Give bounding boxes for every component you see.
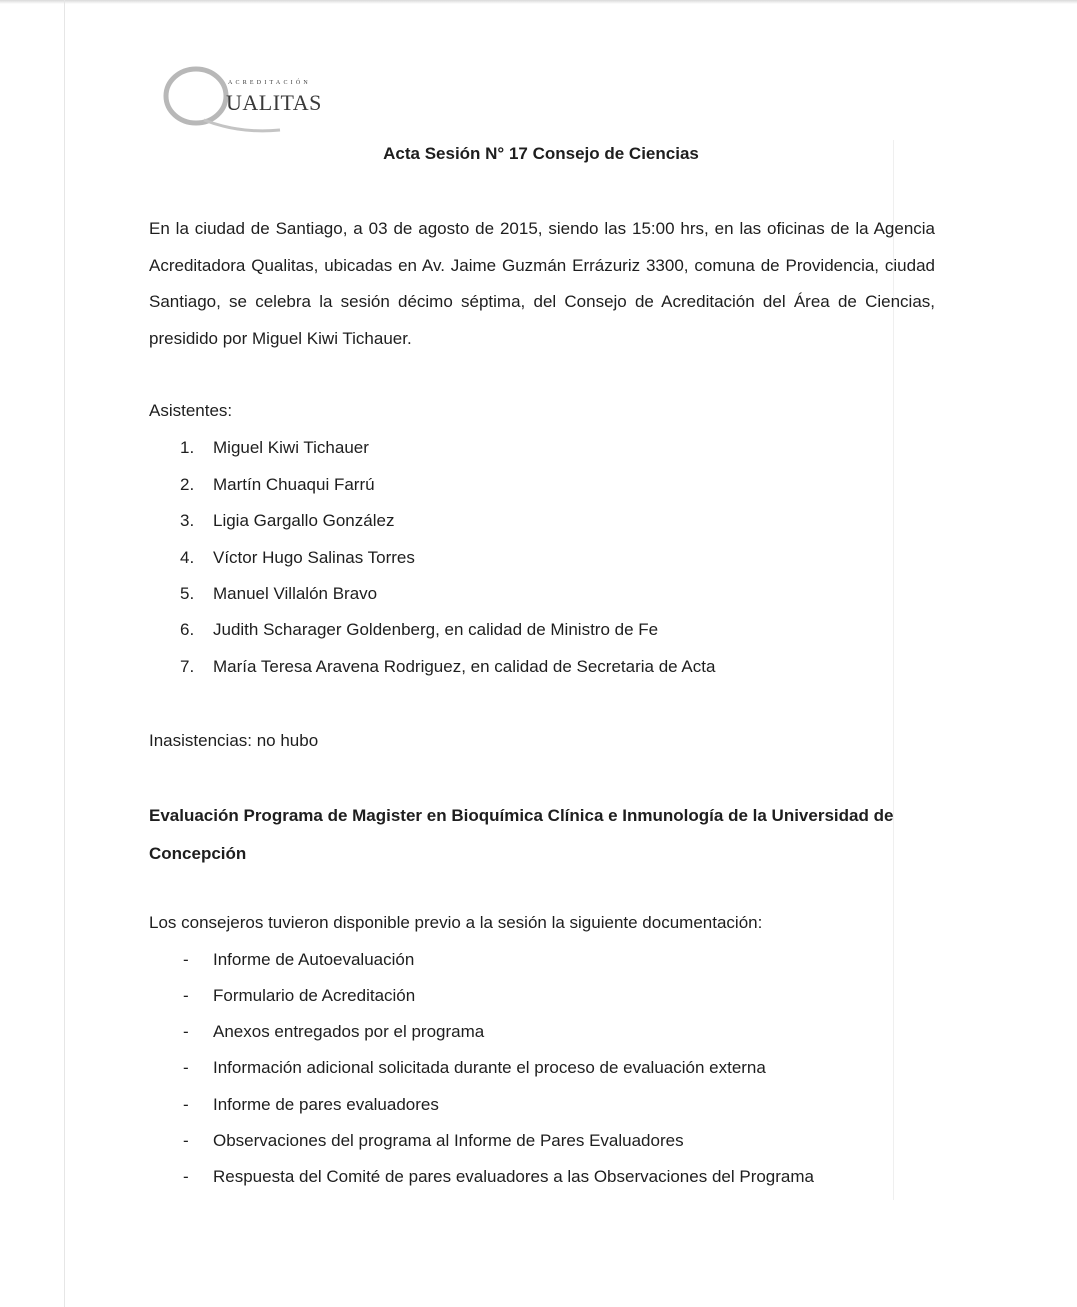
list-item-text: Respuesta del Comité de pares evaluadores a las Observaciones del Programa (213, 1167, 814, 1186)
qualitas-logo (160, 64, 340, 134)
scan-edge-left (64, 0, 65, 1307)
list-item-text: Información adicional solicitada durante el proceso de evaluación externa (213, 1058, 766, 1077)
list-item-text: Víctor Hugo Salinas Torres (213, 548, 415, 567)
list-item-text: Observaciones del programa al Informe de Pares Evaluadores (213, 1131, 684, 1150)
list-item-text: María Teresa Aravena Rodriguez, en calidad de Secretaria de Acta (213, 657, 716, 676)
list-item-text: Judith Scharager Goldenberg, en calidad de Ministro de Fe (213, 620, 659, 639)
scan-edge-top (0, 0, 1077, 4)
list-item-number: 5. (180, 584, 195, 603)
list-item-number: 3. (180, 511, 195, 530)
logo-small-text: ACREDITACIÓN (228, 80, 311, 86)
attendees-label: Asistentes: (149, 401, 233, 420)
list-item-text: Anexos entregados por el programa (213, 1022, 485, 1041)
list-item-number: 7. (180, 657, 195, 676)
list-item-text: Ligia Gargallo González (213, 511, 395, 530)
list-item-number: 4. (180, 548, 195, 567)
document-title: Acta Sesión N° 17 Consejo de Ciencias (383, 144, 699, 163)
documentation-intro: Los consejeros tuvieron disponible previo a la sesión la siguiente documentación: (149, 913, 763, 932)
list-item-bullet: - (183, 1131, 189, 1150)
list-item-text: Formulario de Acreditación (213, 986, 416, 1005)
list-item-text: Martín Chuaqui Farrú (213, 475, 375, 494)
list-item-number: 1. (180, 438, 195, 457)
list-item-number: 2. (180, 475, 195, 494)
list-item-bullet: - (183, 950, 189, 969)
list-item-number: 6. (180, 620, 195, 639)
list-item-bullet: - (183, 986, 189, 1005)
list-item-text: Miguel Kiwi Tichauer (213, 438, 369, 457)
intro-paragraph: En la ciudad de Santiago, a 03 de agosto de 2015, siendo las 15:00 hrs, en las oficinas de la Agencia Acreditadora Qualitas, ubicadas en Av. Jaime Guzmán Errázuriz 3300, comuna de Providencia, ciudad Santiago, se celebra la sesión décimo séptima, del Consejo de Acreditación del Área de Ciencias, presidido por Miguel Kiwi Tichauer. (149, 219, 935, 348)
list-item-bullet: - (183, 1022, 189, 1041)
list-item-bullet: - (183, 1095, 189, 1114)
section-heading: Evaluación Programa de Magister en Bioquímica Clínica e Inmunología de la Universidad de Concepción (149, 806, 894, 863)
list-item-bullet: - (183, 1167, 189, 1186)
list-item-text: Manuel Villalón Bravo (213, 584, 378, 603)
list-item-text: Informe de Autoevaluación (213, 950, 415, 969)
absences-text: Inasistencias: no hubo (149, 731, 319, 750)
logo-main-text: UALITAS (226, 90, 322, 115)
list-item-text: Informe de pares evaluadores (213, 1095, 439, 1114)
list-item-bullet: - (183, 1058, 189, 1077)
